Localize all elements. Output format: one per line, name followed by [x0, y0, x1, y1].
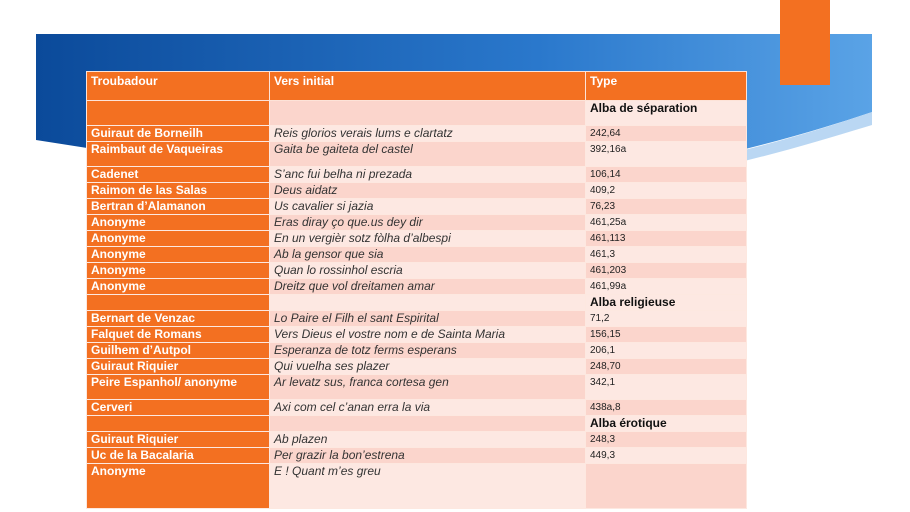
cell-troubadour: Cadenet — [87, 167, 270, 183]
table-header-row — [87, 72, 747, 101]
cell-troubadour: Falquet de Romans — [87, 327, 270, 343]
cell-type-number — [586, 464, 747, 509]
cell-vers-initial: Vers Dieus el vostre nom e de Sainta Maria — [270, 327, 586, 343]
section-row — [87, 295, 747, 311]
cell-vers-initial: E ! Quant m’es greu — [270, 464, 586, 509]
cell-troubadour: Raimon de las Salas — [87, 183, 270, 199]
cell-troubadour: Peire Espanhol/ anonyme — [87, 375, 270, 400]
cell-troubadour: Cerveri — [87, 400, 270, 416]
cell-troubadour: Guilhem d’Autpol — [87, 343, 270, 359]
header-type: Type — [586, 72, 747, 101]
cell-troubadour: Guiraut Riquier — [87, 359, 270, 375]
cell-vers-initial: Ar levatz sus, franca cortesa gen — [270, 375, 586, 400]
troubadour-table — [86, 71, 746, 509]
cell-type-number: 106,14 — [586, 167, 747, 183]
cell-vers-initial: Lo Paire el Filh el sant Espirital — [270, 311, 586, 327]
table-row — [87, 247, 747, 263]
cell-troubadour: Raimbaut de Vaqueiras — [87, 142, 270, 167]
cell-troubadour: Guiraut Riquier — [87, 432, 270, 448]
orange-accent-square — [780, 0, 830, 85]
table-row — [87, 400, 747, 416]
section-row — [87, 416, 747, 432]
table-row — [87, 359, 747, 375]
cell-type-number: 461,203 — [586, 263, 747, 279]
cell-troubadour: Anonyme — [87, 231, 270, 247]
cell-type-number: 461,99a — [586, 279, 747, 295]
cell-vers-initial: En un vergièr sotz fòlha d’albespi — [270, 231, 586, 247]
cell-troubadour: Bertran d’Alamanon — [87, 199, 270, 215]
cell-vers-initial: Us cavalier si jazia — [270, 199, 586, 215]
cell-type-number: 206,1 — [586, 343, 747, 359]
section-row — [87, 101, 747, 126]
table-row — [87, 375, 747, 400]
header-troubadour: Troubadour — [87, 72, 270, 101]
cell-type-number: 461,25a — [586, 215, 747, 231]
cell-troubadour: Anonyme — [87, 263, 270, 279]
cell-type-number: 242,64 — [586, 126, 747, 142]
cell-vers-initial: Qui vuelha ses plazer — [270, 359, 586, 375]
cell-troubadour: Bernart de Venzac — [87, 311, 270, 327]
header-vers-initial: Vers initial — [270, 72, 586, 101]
cell-alba-type: Alba de séparation — [586, 101, 747, 126]
cell-vers-initial: Ab la gensor que sia — [270, 247, 586, 263]
cell-vers-initial: Esperanza de totz ferms esperans — [270, 343, 586, 359]
table-row — [87, 464, 747, 509]
cell-type-number: 392,16a — [586, 142, 747, 167]
cell-troubadour: Anonyme — [87, 247, 270, 263]
cell-alba-type: Alba érotique — [586, 416, 747, 432]
cell-vers-initial: Per grazir la bon’estrena — [270, 448, 586, 464]
cell-troubadour: Anonyme — [87, 464, 270, 509]
cell-vers-initial — [270, 295, 586, 311]
cell-vers-initial — [270, 101, 586, 126]
table-row — [87, 279, 747, 295]
cell-type-number: 156,15 — [586, 327, 747, 343]
table-row — [87, 142, 747, 167]
table-row — [87, 448, 747, 464]
table-row — [87, 199, 747, 215]
cell-vers-initial: Gaita be gaiteta del castel — [270, 142, 586, 167]
cell-vers-initial: Ab plazen — [270, 432, 586, 448]
table-row — [87, 126, 747, 142]
table-row — [87, 231, 747, 247]
cell-troubadour: Anonyme — [87, 279, 270, 295]
table-row — [87, 432, 747, 448]
cell-troubadour — [87, 101, 270, 126]
table-row — [87, 327, 747, 343]
cell-vers-initial: Axi com cel c’anan erra la via — [270, 400, 586, 416]
cell-type-number: 409,2 — [586, 183, 747, 199]
cell-troubadour: Uc de la Bacalaria — [87, 448, 270, 464]
cell-troubadour — [87, 295, 270, 311]
cell-type-number: 342,1 — [586, 375, 747, 400]
cell-troubadour: Anonyme — [87, 215, 270, 231]
table-row — [87, 263, 747, 279]
cell-vers-initial: Quan lo rossinhol escria — [270, 263, 586, 279]
cell-type-number: 248,3 — [586, 432, 747, 448]
cell-type-number: 71,2 — [586, 311, 747, 327]
cell-vers-initial: Deus aidatz — [270, 183, 586, 199]
table-row — [87, 167, 747, 183]
cell-alba-type: Alba religieuse — [586, 295, 747, 311]
cell-vers-initial: Eras diray ço que.us dey dir — [270, 215, 586, 231]
table-row — [87, 215, 747, 231]
table-row — [87, 311, 747, 327]
cell-vers-initial: Reis glorios verais lums e clartatz — [270, 126, 586, 142]
cell-troubadour — [87, 416, 270, 432]
table-row — [87, 343, 747, 359]
cell-type-number: 461,3 — [586, 247, 747, 263]
cell-troubadour: Guiraut de Borneilh — [87, 126, 270, 142]
cell-vers-initial: Dreitz que vol dreitamen amar — [270, 279, 586, 295]
table-row — [87, 183, 747, 199]
cell-type-number: 248,70 — [586, 359, 747, 375]
cell-vers-initial: S’anc fui belha ni prezada — [270, 167, 586, 183]
cell-type-number: 76,23 — [586, 199, 747, 215]
cell-type-number: 438a,8 — [586, 400, 747, 416]
cell-vers-initial — [270, 416, 586, 432]
cell-type-number: 461,113 — [586, 231, 747, 247]
cell-type-number: 449,3 — [586, 448, 747, 464]
